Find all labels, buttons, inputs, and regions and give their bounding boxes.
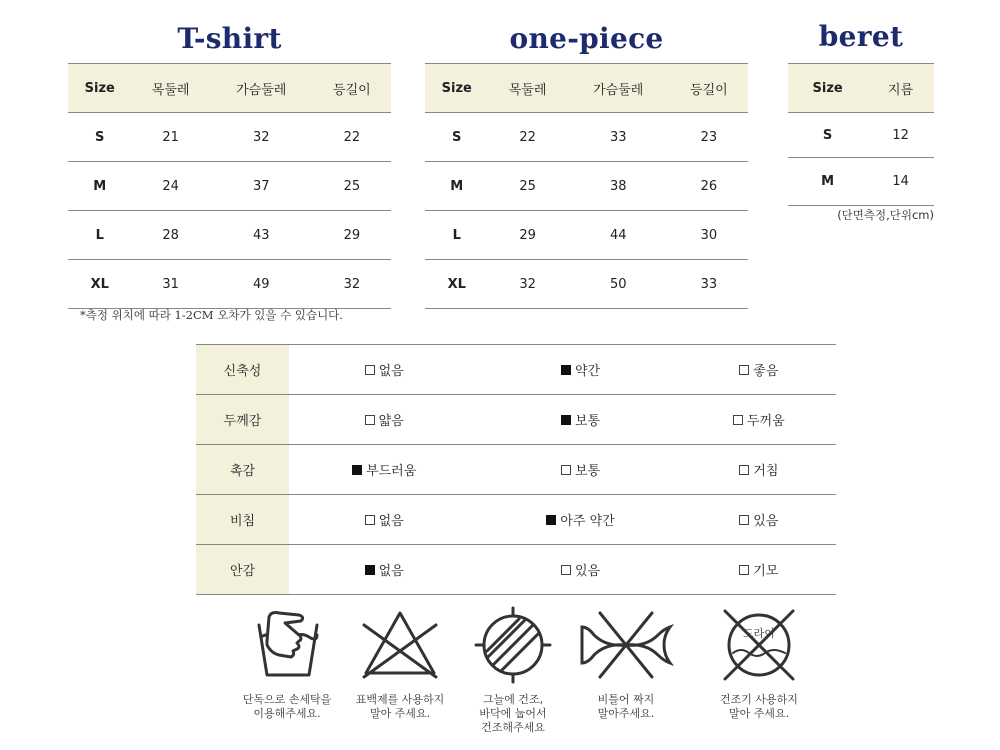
checkbox-icon — [739, 365, 749, 375]
checked-box-icon — [561, 415, 571, 425]
onepiece-title: one-piece — [509, 22, 664, 55]
checkbox-icon — [365, 515, 375, 525]
table-row — [68, 113, 391, 162]
attribute-label: 안감 — [196, 545, 289, 595]
attribute-option — [479, 445, 681, 495]
option-label: 얇음 — [378, 414, 404, 429]
value-cell: 32 — [488, 260, 566, 309]
checkbox-icon — [561, 565, 571, 575]
care-caption: 건조기 사용하지 말아 주세요. — [720, 693, 798, 720]
option-label: 있음 — [574, 564, 601, 579]
size-cell: L — [68, 211, 131, 260]
option-label: 아주 약간 — [560, 514, 615, 529]
care-no-wring — [571, 605, 681, 721]
beret-title: beret — [818, 20, 904, 53]
size-cell: L — [425, 211, 488, 260]
checked-box-icon — [352, 465, 362, 475]
attribute-option — [479, 395, 681, 445]
size-cell: S — [68, 113, 131, 162]
care-caption: 그늘에 건조, 바닥에 눕어서 건조해주세요 — [479, 693, 547, 734]
col-header-neck: 목둘레 — [488, 64, 566, 113]
checkbox-icon — [365, 365, 375, 375]
value-cell: 50 — [567, 260, 670, 309]
care-no-bleach — [345, 605, 455, 721]
checkbox-icon — [365, 415, 375, 425]
checkbox-icon — [739, 465, 749, 475]
care-hand-wash — [232, 605, 342, 721]
attribute-row — [196, 445, 836, 495]
dry-clean-badge-text: 드라이 — [743, 627, 775, 640]
option-label: 보통 — [574, 464, 601, 479]
no-wring-icon — [576, 605, 676, 685]
attribute-option — [682, 395, 836, 445]
checked-box-icon — [546, 515, 556, 525]
value-cell: 22 — [488, 113, 566, 162]
col-header-back-length: 등길이 — [313, 64, 391, 113]
care-caption: 단독으로 손세탁을 이용해주세요. — [242, 693, 332, 720]
table-row — [788, 158, 934, 206]
value-cell: 25 — [488, 162, 566, 211]
hand-wash-icon — [247, 605, 327, 685]
col-header-size: Size — [788, 64, 867, 113]
attribute-option — [289, 495, 479, 545]
checked-box-icon — [561, 365, 571, 375]
care-shade-dry — [458, 605, 568, 735]
value-cell: 28 — [131, 211, 209, 260]
attribute-option — [682, 345, 836, 395]
size-cell: M — [788, 158, 867, 206]
option-label: 두꺼움 — [746, 414, 785, 429]
unit-note: (단면측정,단위cm) — [837, 208, 934, 222]
no-bleach-icon — [360, 605, 440, 685]
attribute-row — [196, 545, 836, 595]
value-cell: 23 — [670, 113, 748, 162]
value-cell: 22 — [313, 113, 391, 162]
value-cell: 37 — [210, 162, 313, 211]
value-cell: 12 — [867, 113, 934, 158]
attribute-label: 두께감 — [196, 395, 289, 445]
attribute-option — [289, 395, 479, 445]
option-label: 없음 — [378, 364, 404, 379]
checkbox-icon — [561, 465, 571, 475]
table-row — [68, 162, 391, 211]
table-row — [425, 162, 748, 211]
size-cell: S — [788, 113, 867, 158]
option-label: 없음 — [378, 564, 404, 579]
col-header-back-length: 등길이 — [670, 64, 748, 113]
value-cell: 33 — [567, 113, 670, 162]
measure-note: *측정 위치에 따라 1-2CM 오차가 있을 수 있습니다. — [80, 308, 343, 322]
attribute-label: 신축성 — [196, 345, 289, 395]
care-caption: 비틀어 짜지 말아주세요. — [597, 693, 655, 720]
col-header-chest: 가슴둘레 — [210, 64, 313, 113]
checked-box-icon — [365, 565, 375, 575]
table-row — [68, 211, 391, 260]
attribute-row — [196, 395, 836, 445]
attribute-option — [479, 345, 681, 395]
checkbox-icon — [733, 415, 743, 425]
shade-dry-flat-icon — [473, 605, 553, 685]
value-cell: 33 — [670, 260, 748, 309]
care-no-dry-clean — [704, 605, 814, 721]
size-cell: XL — [425, 260, 488, 309]
value-cell: 21 — [131, 113, 209, 162]
option-label: 없음 — [378, 514, 404, 529]
value-cell: 26 — [670, 162, 748, 211]
size-cell: M — [425, 162, 488, 211]
attribute-option — [479, 545, 681, 595]
size-cell: M — [68, 162, 131, 211]
table-row — [425, 211, 748, 260]
col-header-size: Size — [425, 64, 488, 113]
option-label: 거침 — [753, 464, 779, 479]
option-label: 약간 — [574, 364, 601, 379]
tshirt-size-table — [68, 63, 391, 309]
value-cell: 31 — [131, 260, 209, 309]
beret-size-table — [788, 63, 934, 206]
attribute-option — [682, 545, 836, 595]
value-cell: 24 — [131, 162, 209, 211]
option-label: 보통 — [574, 414, 601, 429]
value-cell: 32 — [313, 260, 391, 309]
size-cell: S — [425, 113, 488, 162]
col-header-diameter: 지름 — [867, 64, 934, 113]
attribute-label: 비침 — [196, 495, 289, 545]
col-header-neck: 목둘레 — [131, 64, 209, 113]
value-cell: 38 — [567, 162, 670, 211]
option-label: 부드러움 — [366, 464, 417, 479]
value-cell: 25 — [313, 162, 391, 211]
attribute-row — [196, 345, 836, 395]
attribute-option — [289, 345, 479, 395]
value-cell: 29 — [488, 211, 566, 260]
size-cell: XL — [68, 260, 131, 309]
value-cell: 14 — [867, 158, 934, 206]
onepiece-size-table — [425, 63, 748, 309]
value-cell: 49 — [210, 260, 313, 309]
value-cell: 43 — [210, 211, 313, 260]
col-header-chest: 가슴둘레 — [567, 64, 670, 113]
attribute-option — [682, 445, 836, 495]
option-label: 있음 — [753, 514, 779, 529]
table-row — [425, 113, 748, 162]
attribute-label: 촉감 — [196, 445, 289, 495]
table-row — [425, 260, 748, 309]
care-caption: 표백제를 사용하지 말아 주세요. — [355, 693, 445, 720]
tshirt-title: T-shirt — [177, 22, 282, 55]
value-cell: 30 — [670, 211, 748, 260]
table-row — [68, 260, 391, 309]
table-row — [788, 113, 934, 158]
fabric-attribute-table — [196, 344, 836, 595]
value-cell: 29 — [313, 211, 391, 260]
col-header-size: Size — [68, 64, 131, 113]
attribute-row — [196, 495, 836, 545]
no-dry-clean-icon — [719, 605, 799, 685]
attribute-option — [682, 495, 836, 545]
value-cell: 32 — [210, 113, 313, 162]
attribute-option — [289, 445, 479, 495]
option-label: 좋음 — [753, 364, 779, 379]
attribute-option — [289, 545, 479, 595]
attribute-option — [479, 495, 681, 545]
option-label: 기모 — [753, 564, 779, 579]
checkbox-icon — [739, 565, 749, 575]
value-cell: 44 — [567, 211, 670, 260]
checkbox-icon — [739, 515, 749, 525]
